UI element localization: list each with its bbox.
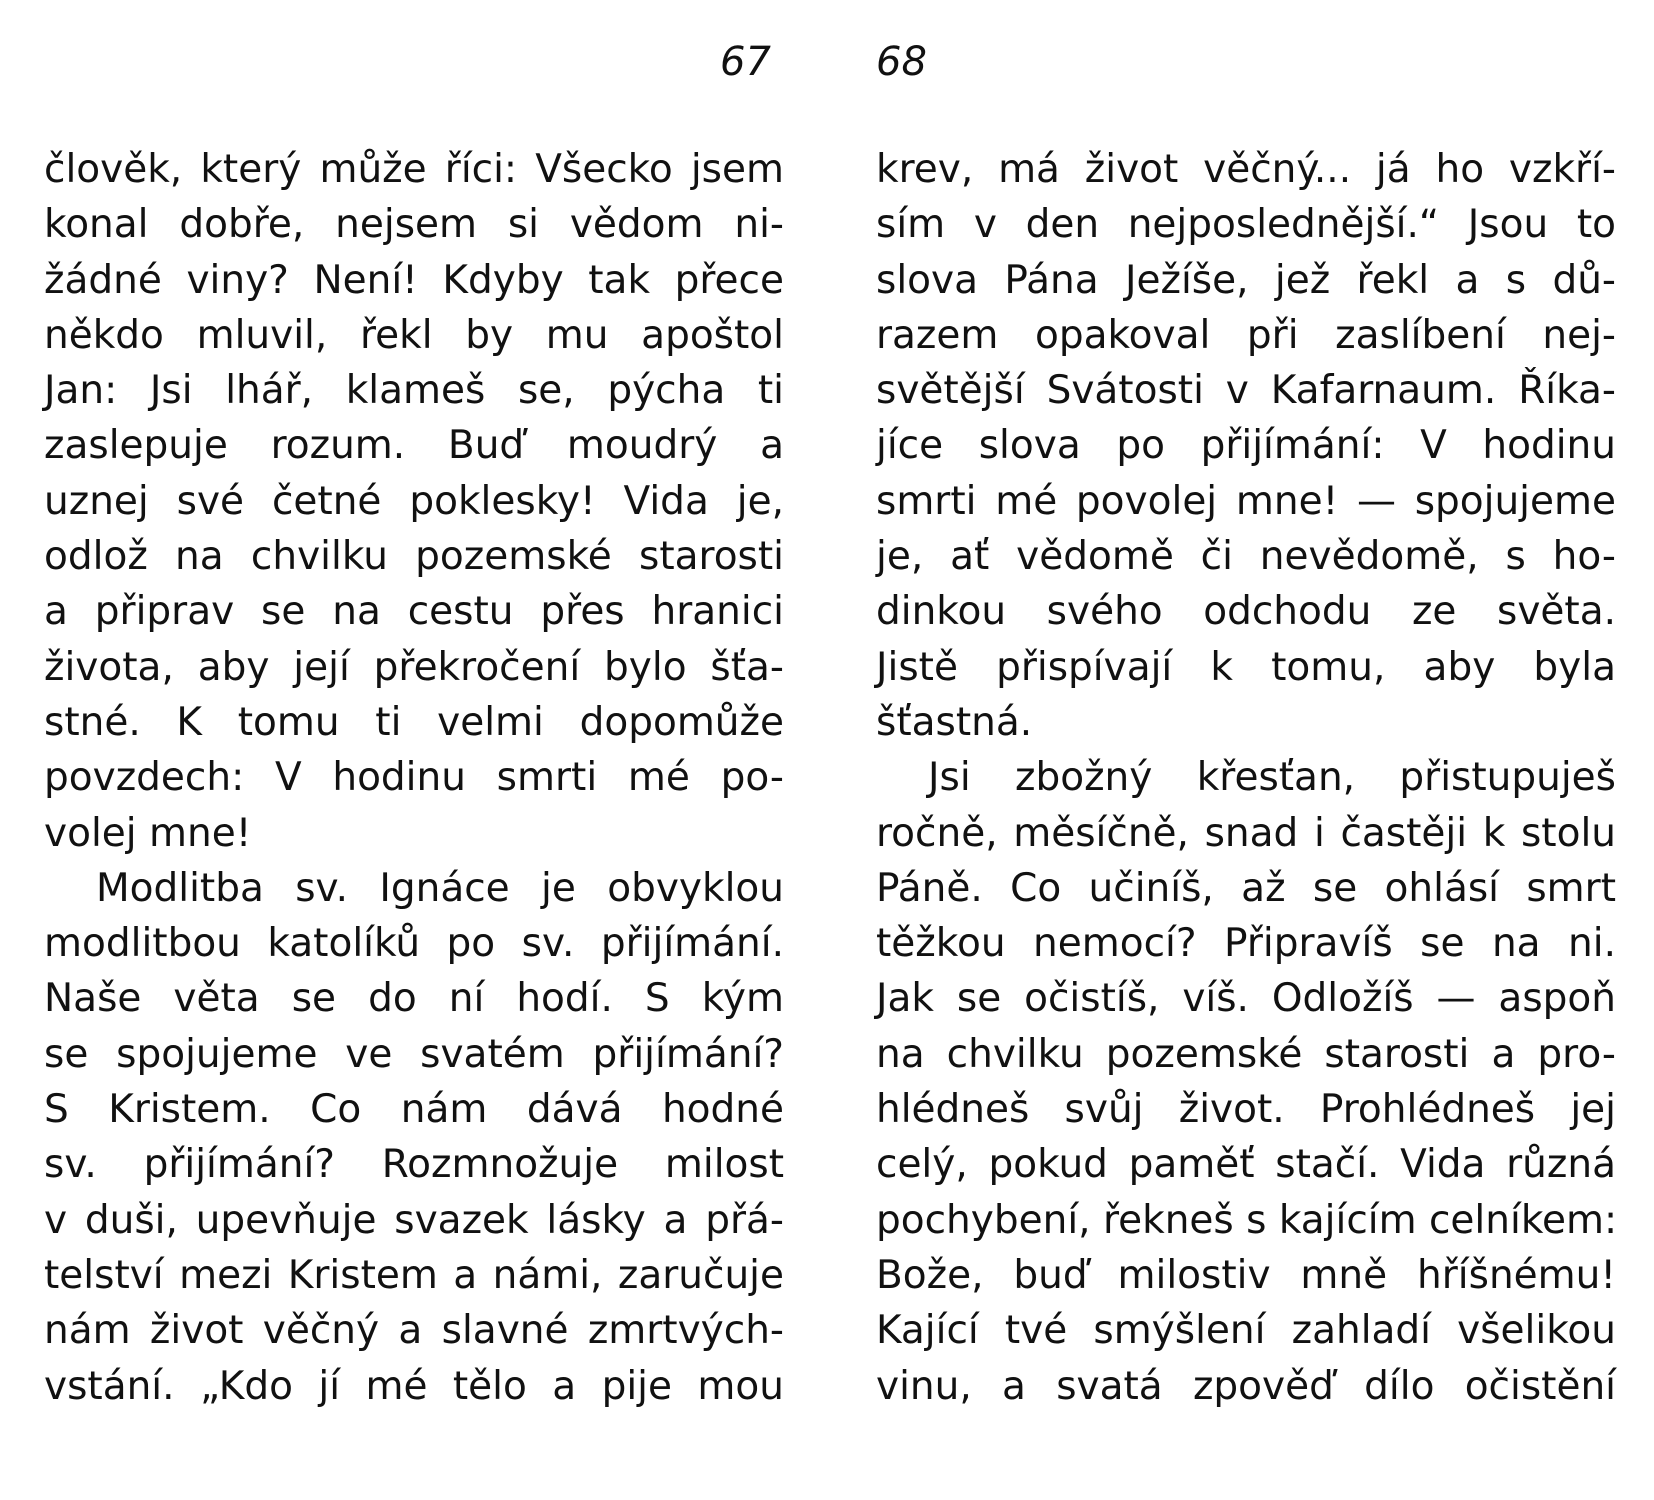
- text-line: slova Pána Ježíše, jež řekl a s dů-: [876, 257, 1616, 303]
- text-line: Naše věta se do ní hodí. S kým: [44, 976, 784, 1022]
- text-line: nám život věčný a slavné zmrtvých-: [44, 1308, 784, 1354]
- text-line: Páně. Co učiníš, až se ohlásí smrt: [876, 865, 1616, 911]
- text-line: S Kristem. Co nám dává hodné: [44, 1087, 784, 1133]
- text-line: zaslepuje rozum. Buď moudrý a: [44, 423, 784, 469]
- text-line: pochybení, řekneš s kajícím celníkem:: [876, 1197, 1618, 1243]
- text-line: krev, má život věčný... já ho vzkří-: [876, 147, 1616, 192]
- text-line: celý, pokud paměť stačí. Vida různá: [876, 1142, 1616, 1188]
- right-column: [876, 142, 1616, 1414]
- text-line: sv. přijímání? Rozmnožuje milost: [44, 1142, 784, 1188]
- left-column: [44, 142, 784, 1414]
- text-line: se spojujeme ve svatém přijímání?: [44, 1031, 784, 1077]
- text-line: Bože, buď milostiv mně hříšnému!: [876, 1252, 1616, 1298]
- text-line: povzdech: V hodinu smrti mé po-: [44, 755, 784, 801]
- text-line: člověk, který může říci: Všecko jsem: [44, 147, 784, 192]
- text-line: odlož na chvilku pozemské starosti: [44, 534, 784, 580]
- text-line: šťastná.: [876, 699, 1033, 745]
- text-line: ročně, měsíčně, snad i častěji k stolu: [876, 810, 1616, 856]
- text-line: smrti mé povolej mne! — spojujeme: [876, 478, 1616, 524]
- text-line: světější Svátosti v Kafarnaum. Říka-: [876, 368, 1616, 414]
- text-line: někdo mluvil, řekl by mu apoštol: [44, 312, 784, 358]
- text-line: v duši, upevňuje svazek lásky a přá-: [44, 1197, 784, 1243]
- text-line: konal dobře, nejsem si vědom ni-: [44, 202, 784, 248]
- text-line: těžkou nemocí? Připravíš se na ni.: [876, 921, 1616, 967]
- page-number-right: 68: [876, 39, 927, 85]
- text-line: telství mezi Kristem a námi, zaručuje: [44, 1252, 784, 1298]
- text-line: života, aby její překročení bylo šťa-: [44, 644, 784, 690]
- text-line: je, ať vědomě či nevědomě, s ho-: [876, 534, 1616, 580]
- text-line: stné. K tomu ti velmi dopomůže: [44, 699, 784, 745]
- text-line: vinu, a svatá zpověď dílo očistění: [876, 1363, 1616, 1409]
- text-line: žádné viny? Není! Kdyby tak přece: [44, 257, 784, 303]
- text-line: jíce slova po přijímání: V hodinu: [876, 423, 1616, 469]
- text-line: Jistě přispívají k tomu, aby byla: [876, 644, 1616, 690]
- page-number-left: 67: [720, 39, 771, 85]
- text-line: uznej své četné poklesky! Vida je,: [44, 478, 784, 524]
- text-line: vstání. „Kdo jí mé tělo a pije mou: [44, 1363, 784, 1409]
- text-line: dinkou svého odchodu ze světa.: [876, 589, 1616, 635]
- text-line: Modlitba sv. Ignáce je obvyklou: [96, 865, 784, 911]
- text-line: modlitbou katolíků po sv. přijímání.: [44, 921, 784, 967]
- text-line: na chvilku pozemské starosti a pro-: [876, 1031, 1616, 1077]
- text-line: Jsi zbožný křesťan, přistupuješ: [928, 755, 1616, 801]
- text-line: a připrav se na cestu přes hranici: [44, 589, 784, 635]
- text-line: Jak se očistíš, víš. Odložíš — aspoň: [876, 976, 1616, 1022]
- text-line: Jan: Jsi lhář, klameš se, pýcha ti: [44, 368, 784, 414]
- text-line: volej mne!: [44, 810, 252, 856]
- text-line: razem opakoval při zaslíbení nej-: [876, 312, 1616, 358]
- text-line: sím v den nejposlednější.“ Jsou to: [876, 202, 1616, 248]
- text-line: hlédneš svůj život. Prohlédneš jej: [876, 1087, 1616, 1133]
- text-line: Kající tvé smýšlení zahladí všelikou: [876, 1308, 1616, 1354]
